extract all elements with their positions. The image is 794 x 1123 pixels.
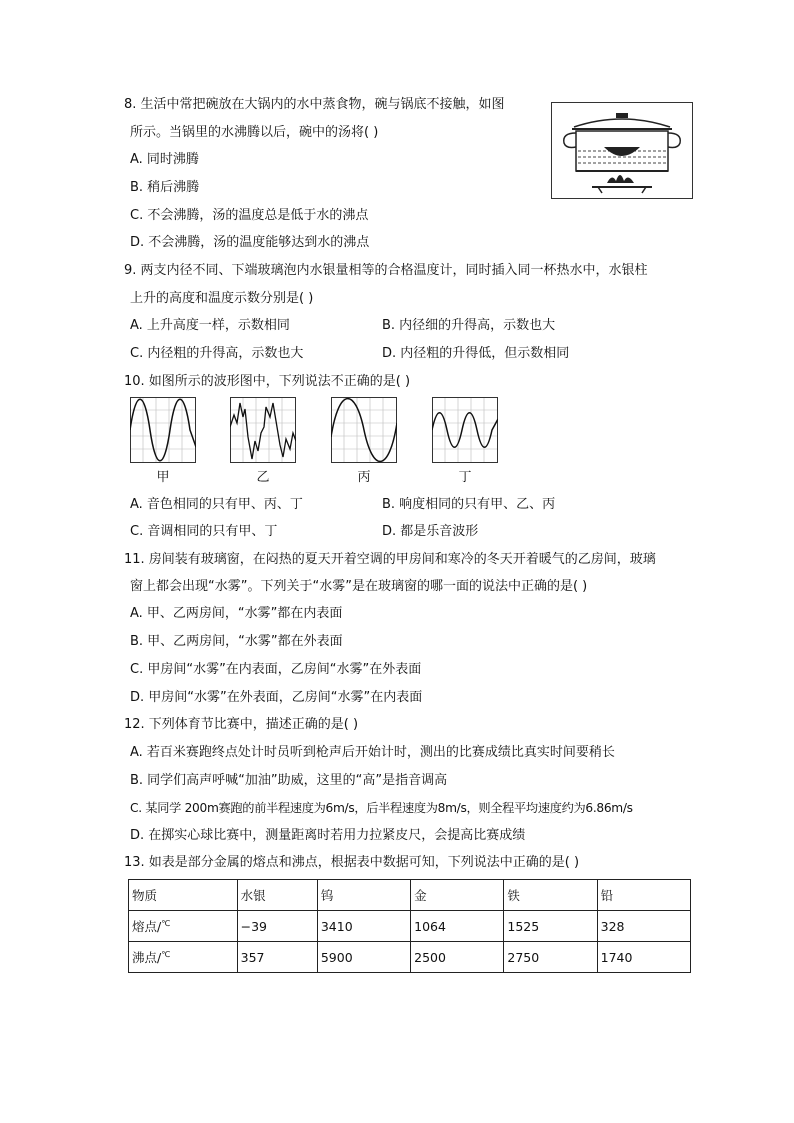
table-header-cell: 钨 xyxy=(317,880,410,911)
waveform-jia xyxy=(130,397,196,463)
q10-stem-line1: 10. 如图所示的波形图中，下列说法不正确的是( ) xyxy=(124,374,411,389)
table-cell: 3410 xyxy=(317,911,410,942)
q9-option-c: C. 内径粗的升得高，示数也大 xyxy=(130,346,304,361)
q9-option-d: D. 内径粗的升得低，但示数相同 xyxy=(382,346,570,361)
q8-option-a: A. 同时沸腾 xyxy=(130,152,199,167)
q11-option-b: B. 甲、乙两房间，“水雾”都在外表面 xyxy=(130,634,343,649)
q11-option-c: C. 甲房间“水雾”在内表面，乙房间“水雾”在外表面 xyxy=(130,662,422,677)
q8-option-b: B. 稍后沸腾 xyxy=(130,180,200,195)
table-cell: 357 xyxy=(237,942,317,973)
q11-stem-line2: 窗上都会出现“水雾”。下列关于“水雾”是在玻璃窗的哪一面的说法中正确的是( ) xyxy=(130,579,588,594)
q10-option-b: B. 响度相同的只有甲、乙、丙 xyxy=(382,497,556,512)
waveform-label-ding: 丁 xyxy=(458,470,472,485)
table-cell: 2750 xyxy=(504,942,597,973)
q9-stem-line2: 上升的高度和温度示数分别是( ) xyxy=(130,291,314,306)
metal-properties-table xyxy=(128,879,691,973)
row-label-unit: ℃ xyxy=(161,918,171,928)
waveform-ding xyxy=(432,397,498,463)
q12-option-a: A. 若百米赛跑终点处计时员听到枪声后开始计时，测出的比赛成绩比真实时间要稍长 xyxy=(130,745,615,760)
table-cell: −39 xyxy=(237,911,317,942)
table-cell: 1525 xyxy=(504,911,597,942)
table-row xyxy=(129,911,691,942)
waveform-bing xyxy=(331,397,397,463)
table-cell: 2500 xyxy=(411,942,504,973)
q8-option-c: C. 不会沸腾，汤的温度总是低于水的沸点 xyxy=(130,208,369,223)
q11-option-d: D. 甲房间“水雾”在外表面，乙房间“水雾”在内表面 xyxy=(130,690,423,705)
row-label-unit: ℃ xyxy=(161,949,171,959)
q12-option-c: C. 某同学 200m赛跑的前半程速度为6m/s，后半程速度为8m/s，则全程平均速度约为6.86m/s xyxy=(130,801,633,815)
waveform-label-jia: 甲 xyxy=(156,470,170,485)
row-label-text: 沸点/ xyxy=(132,950,162,965)
q10-option-a: A. 音色相同的只有甲、丙、丁 xyxy=(130,497,303,512)
table-header-cell: 物质 xyxy=(129,880,238,911)
q9-option-a: A. 上升高度一样，示数相同 xyxy=(130,318,290,333)
waveform-label-yi: 乙 xyxy=(256,470,270,485)
q8-option-d: D. 不会沸腾，汤的温度能够达到水的沸点 xyxy=(130,235,370,250)
table-cell: 1064 xyxy=(411,911,504,942)
steamer-pot-figure xyxy=(551,102,693,199)
waveform-yi xyxy=(230,397,296,463)
q9-stem-line1: 9. 两支内径不同、下端玻璃泡内水银量相等的合格温度计，同时插入同一杯热水中，水银柱 xyxy=(124,263,648,278)
q9-option-b: B. 内径细的升得高，示数也大 xyxy=(382,318,556,333)
q8-stem-line2: 所示。当锅里的水沸腾以后，碗中的汤将( ) xyxy=(130,125,379,140)
table-header-cell: 水银 xyxy=(237,880,317,911)
q12-option-b: B. 同学们高声呼喊“加油”助威，这里的“高”是指音调高 xyxy=(130,773,448,788)
q10-option-d: D. 都是乐音波形 xyxy=(382,524,479,539)
table-header-cell: 铅 xyxy=(597,880,690,911)
table-cell: 1740 xyxy=(597,942,690,973)
q8-stem-line1: 8. 生活中常把碗放在大锅内的水中蒸食物，碗与锅底不接触，如图 xyxy=(124,97,505,112)
q12-option-d: D. 在掷实心球比赛中，测量距离时若用力拉紧皮尺，会提高比赛成绩 xyxy=(130,828,526,843)
table-cell: 5900 xyxy=(317,942,410,973)
table-header-row xyxy=(129,880,691,911)
table-row xyxy=(129,942,691,973)
table-header-cell: 铁 xyxy=(504,880,597,911)
pot-illustration-icon xyxy=(552,103,692,198)
q11-stem-line1: 11. 房间装有玻璃窗，在闷热的夏天开着空调的甲房间和寒冷的冬天开着暖气的乙房间，玻璃 xyxy=(124,552,656,567)
waveform-label-bing: 丙 xyxy=(357,470,371,485)
q10-option-c: C. 音调相同的只有甲、丁 xyxy=(130,524,278,539)
q13-stem-line1: 13. 如表是部分金属的熔点和沸点，根据表中数据可知，下列说法中正确的是( ) xyxy=(124,855,580,870)
table-row-label xyxy=(129,942,238,973)
q12-stem-line1: 12. 下列体育节比赛中，描述正确的是( ) xyxy=(124,717,359,732)
table-cell: 328 xyxy=(597,911,690,942)
table-header-cell: 金 xyxy=(411,880,504,911)
row-label-text: 熔点/ xyxy=(132,919,162,934)
q11-option-a: A. 甲、乙两房间，“水雾”都在内表面 xyxy=(130,606,343,621)
table-row-label xyxy=(129,911,238,942)
